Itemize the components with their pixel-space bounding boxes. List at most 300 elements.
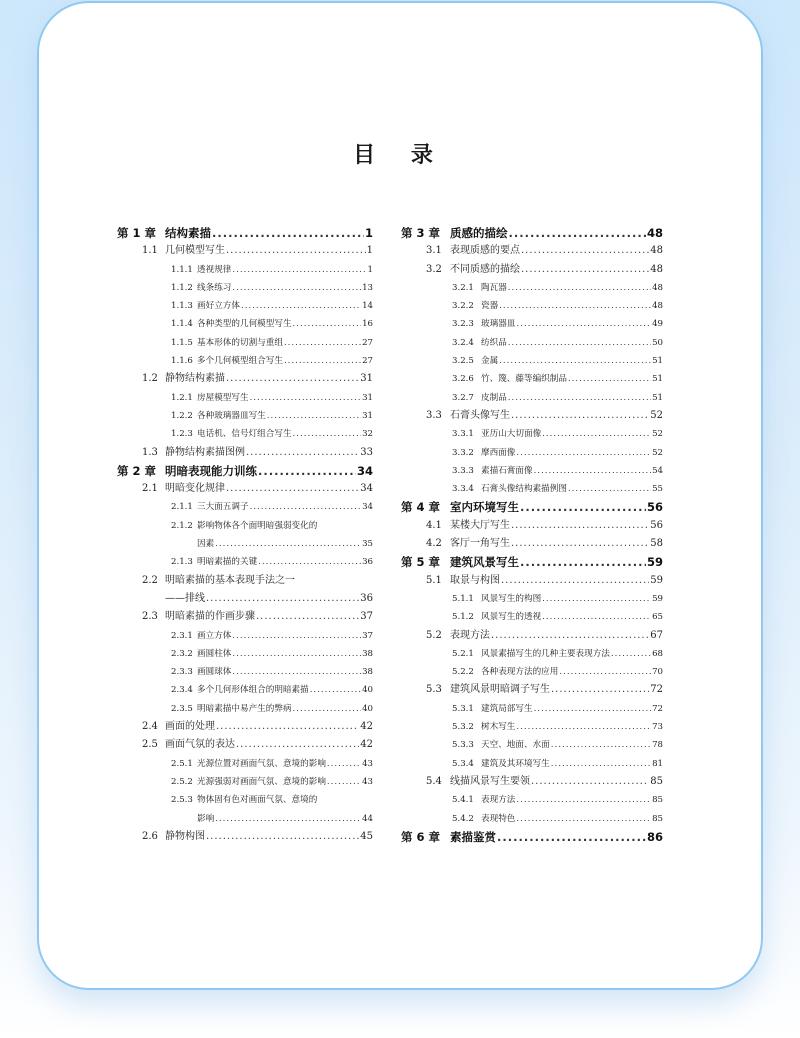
entry-body <box>481 334 663 352</box>
toc-column-left <box>117 224 373 846</box>
entry-number: 2.1.2 <box>171 520 193 531</box>
entry-title: 房屋模型写生 <box>197 392 249 403</box>
dot-leader <box>491 627 649 645</box>
entry-body <box>197 645 373 663</box>
entry-number: 2.5.2 <box>171 776 193 787</box>
entry-page-number: 43 <box>362 758 373 769</box>
toc-subsection-entry[interactable] <box>117 407 373 425</box>
dot-leader <box>534 700 651 718</box>
toc-subsection-entry[interactable] <box>117 261 373 279</box>
entry-title: 建筑及其环境写生 <box>481 758 550 769</box>
toc-subsection-entry[interactable] <box>117 755 373 773</box>
entry-title: 竹、篾、藤等编织制品 <box>481 374 567 385</box>
entry-body <box>197 498 373 516</box>
entry-title: 各种类型的几何模型写生 <box>197 319 292 330</box>
dot-leader <box>232 645 361 663</box>
toc-subsection-entry[interactable] <box>117 352 373 370</box>
entry-page-number: 34 <box>360 483 373 495</box>
entry-title: 建筑风景写生 <box>450 555 519 570</box>
entry-body <box>165 608 373 626</box>
entry-page-number: 27 <box>362 337 373 348</box>
entry-page-number: 86 <box>646 829 663 844</box>
entry-body <box>197 425 373 443</box>
toc-section-entry[interactable] <box>401 407 663 425</box>
entry-page-number: 36 <box>362 557 373 568</box>
entry-number: 3.2.5 <box>452 356 474 367</box>
toc-subsection-entry[interactable] <box>117 663 373 681</box>
dot-leader <box>521 242 649 260</box>
entry-body <box>481 370 663 388</box>
dot-leader <box>226 480 359 498</box>
entry-title: 结构素描 <box>165 226 211 240</box>
entry-number: 2.5.3 <box>171 795 193 806</box>
toc-section-entry[interactable] <box>117 736 373 754</box>
entry-page-number: 48 <box>650 263 663 275</box>
dot-leader <box>511 535 649 553</box>
entry-body <box>481 810 663 828</box>
entry-body <box>197 700 373 718</box>
toc-subsection-entry[interactable] <box>401 645 663 663</box>
toc-column-right <box>401 224 663 846</box>
entry-page-number: 56 <box>650 519 663 531</box>
toc-subsection-entry[interactable] <box>401 352 663 370</box>
entry-title: 静物结构素描 <box>165 373 225 385</box>
entry-number: 3.3 <box>426 409 442 421</box>
entry-number: 2.3.2 <box>171 648 193 659</box>
entry-number: 1.1.6 <box>171 356 193 367</box>
toc-subsection-entry[interactable] <box>117 791 373 809</box>
entry-title: 明暗素描的作画步骤 <box>165 611 255 623</box>
toc-subsection-entry[interactable] <box>117 498 373 516</box>
entry-number: 5.2.1 <box>452 648 474 659</box>
entry-title: 皮制品 <box>481 392 507 403</box>
entry-body <box>197 791 373 809</box>
entry-number: 2.1.3 <box>171 557 193 568</box>
dot-leader <box>284 334 361 352</box>
entry-page-number: 52 <box>652 447 663 458</box>
entry-number: 3.3.2 <box>452 447 474 458</box>
entry-body <box>450 681 663 699</box>
entry-title: 石膏头像结构素描例图 <box>481 484 567 495</box>
dot-leader <box>551 681 649 699</box>
entry-body <box>165 828 373 846</box>
entry-body <box>197 535 373 553</box>
toc-subsection-entry[interactable] <box>401 444 663 462</box>
toc-section-entry[interactable] <box>117 828 373 846</box>
toc-subsection-entry[interactable] <box>117 425 373 443</box>
toc-section-entry[interactable] <box>401 681 663 699</box>
entry-title: 风景写生的构图 <box>481 593 542 604</box>
toc-chapter-entry[interactable] <box>401 828 663 846</box>
toc-subsection-entry[interactable] <box>401 334 663 352</box>
toc-subsection-entry[interactable] <box>401 700 663 718</box>
toc-section-entry[interactable] <box>401 627 663 645</box>
toc-section-entry[interactable] <box>401 261 663 279</box>
entry-number: 5.4.1 <box>452 795 474 806</box>
entry-number: 3.2.6 <box>452 374 474 385</box>
entry-body <box>450 535 663 553</box>
toc-section-entry[interactable] <box>117 444 373 462</box>
dot-leader <box>327 755 361 773</box>
entry-title: 树木写生 <box>481 722 516 733</box>
toc-section-entry[interactable] <box>401 242 663 260</box>
entry-body <box>197 773 373 791</box>
toc-subsection-entry[interactable] <box>401 315 663 333</box>
dot-leader <box>206 828 359 846</box>
entry-title: 多个几何模型组合写生 <box>197 356 283 367</box>
toc-subsection-entry[interactable] <box>401 608 663 626</box>
dot-leader <box>516 810 651 828</box>
entry-body <box>165 736 373 754</box>
entry-number: 2.3.5 <box>171 703 193 714</box>
dot-leader <box>508 334 651 352</box>
entry-body <box>450 553 663 571</box>
toc-subsection-entry[interactable] <box>117 315 373 333</box>
entry-body <box>481 608 663 626</box>
entry-body <box>197 407 373 425</box>
entry-page-number: 54 <box>652 465 663 476</box>
entry-title: 建筑风景明暗调子写生 <box>450 684 550 696</box>
entry-page-number: 37 <box>360 611 373 623</box>
dot-leader <box>511 517 649 535</box>
entry-title: 室内环境写生 <box>450 500 519 515</box>
entry-body <box>481 315 663 333</box>
dot-leader <box>212 224 364 242</box>
toc-subsection-entry[interactable] <box>117 535 373 553</box>
toc-chapter-entry[interactable] <box>117 224 373 242</box>
entry-number: 5.2 <box>426 629 442 641</box>
entry-page-number: 72 <box>652 703 663 714</box>
entry-title: 基本形体的切割与重组 <box>197 337 283 348</box>
entry-page-number: 37 <box>362 630 373 641</box>
entry-number: 2.1 <box>142 483 158 495</box>
dot-leader <box>497 828 646 846</box>
entry-page-number: 48 <box>652 301 663 312</box>
dot-leader <box>516 444 651 462</box>
entry-body <box>165 462 373 480</box>
entry-number: 1.1.2 <box>171 282 193 293</box>
toc-subsection-entry[interactable] <box>117 773 373 791</box>
dot-leader <box>516 791 651 809</box>
entry-page-number: 48 <box>652 282 663 293</box>
dot-leader <box>258 553 361 571</box>
entry-number: 第 2 章 <box>117 463 157 478</box>
toc-subsection-entry[interactable] <box>117 645 373 663</box>
entry-body <box>197 279 373 297</box>
entry-title: 线条练习 <box>197 282 232 293</box>
toc-subsection-entry[interactable] <box>401 590 663 608</box>
toc-chapter-entry[interactable] <box>401 224 663 242</box>
toc-chapter-entry[interactable] <box>117 462 373 480</box>
toc-subsection-entry[interactable] <box>401 425 663 443</box>
dot-leader <box>232 663 361 681</box>
dot-leader <box>511 407 649 425</box>
toc-subsection-entry[interactable] <box>401 279 663 297</box>
dot-leader <box>206 590 359 608</box>
dot-leader <box>509 224 646 242</box>
entry-title: 亚历山大切面像 <box>481 429 542 440</box>
entry-number: 5.1 <box>426 574 442 586</box>
toc-subsection-entry[interactable] <box>401 389 663 407</box>
entry-page-number: 59 <box>646 555 663 570</box>
entry-body <box>450 828 663 846</box>
entry-title: ——排线 <box>165 592 205 604</box>
entry-page-number: 32 <box>362 429 373 440</box>
entry-number: 4.2 <box>426 538 442 550</box>
entry-page-number: 31 <box>360 373 373 385</box>
dot-leader <box>516 315 651 333</box>
entry-number: 2.3.1 <box>171 630 193 641</box>
entry-title: 瓷器 <box>481 301 499 312</box>
dot-leader <box>226 370 359 388</box>
toc-section-entry[interactable] <box>117 370 373 388</box>
toc-subsection-entry[interactable] <box>401 370 663 388</box>
toc-subsection-entry[interactable] <box>401 736 663 754</box>
entry-number: 5.4.2 <box>452 813 474 824</box>
dot-leader <box>293 315 362 333</box>
entry-number: 5.2.2 <box>452 667 474 678</box>
dot-leader <box>215 810 361 828</box>
toc-subsection-entry[interactable] <box>401 480 663 498</box>
entry-number: 第 3 章 <box>401 226 441 240</box>
entry-body <box>450 242 663 260</box>
toc-subsection-entry[interactable] <box>401 718 663 736</box>
entry-page-number: 56 <box>646 500 663 515</box>
entry-body <box>481 444 663 462</box>
entry-title: 建筑局部写生 <box>481 703 533 714</box>
entry-title: 陶瓦器 <box>481 282 507 293</box>
entry-number: 5.3 <box>426 684 442 696</box>
entry-body <box>197 553 373 571</box>
entry-page-number: 81 <box>652 758 663 769</box>
dot-leader <box>284 352 361 370</box>
entry-title: 线描风景写生要领 <box>450 775 530 787</box>
dot-leader <box>215 535 361 553</box>
entry-page-number: 51 <box>652 374 663 385</box>
entry-body <box>481 389 663 407</box>
dot-leader <box>232 627 361 645</box>
entry-body <box>481 462 663 480</box>
toc-subsection-entry[interactable] <box>401 791 663 809</box>
toc-section-entry[interactable] <box>401 572 663 590</box>
dot-leader <box>327 773 361 791</box>
entry-title: 不同质感的描绘 <box>450 263 520 275</box>
entry-title: 画圆球体 <box>197 667 232 678</box>
entry-title: 明暗素描的关键 <box>197 557 258 568</box>
entry-title: 静物结构素描图例 <box>165 446 245 458</box>
entry-title: 风景素描写生的几种主要表现方法 <box>481 648 610 659</box>
entry-body <box>197 755 373 773</box>
entry-title: 画好立方体 <box>197 301 240 312</box>
entry-title: 表现方法 <box>481 795 516 806</box>
entry-page-number: 85 <box>652 813 663 824</box>
entry-title: 画圆柱体 <box>197 648 232 659</box>
entry-title: 表现特色 <box>481 813 516 824</box>
entry-title: 明暗素描的基本表现手法之一 <box>165 574 295 586</box>
entry-number: 1.1.3 <box>171 301 193 312</box>
entry-title: 透视规律 <box>197 264 232 275</box>
entry-page-number: 27 <box>362 356 373 367</box>
dot-leader <box>531 773 649 791</box>
entry-body <box>450 407 663 425</box>
entry-body <box>481 645 663 663</box>
entry-page-number: 36 <box>360 592 373 604</box>
toc-chapter-entry[interactable] <box>401 498 663 516</box>
entry-number: 5.3.1 <box>452 703 474 714</box>
entry-title: 明暗素描中易产生的弊病 <box>197 703 292 714</box>
entry-number: 1.2.1 <box>171 392 193 403</box>
entry-title: 天空、地面、水面 <box>481 740 550 751</box>
entry-page-number: 58 <box>650 538 663 550</box>
entry-title: 画面气氛的表达 <box>165 739 235 751</box>
entry-title: 光源强弱对画面气氛、意境的影响 <box>197 776 326 787</box>
toc-subsection-entry[interactable] <box>117 700 373 718</box>
toc-chapter-entry[interactable] <box>401 553 663 571</box>
dot-leader <box>216 718 359 736</box>
toc-section-entry[interactable] <box>117 590 373 608</box>
toc-section-entry[interactable] <box>117 608 373 626</box>
entry-body <box>197 261 373 279</box>
entry-body <box>197 810 373 828</box>
entry-page-number: 50 <box>652 337 663 348</box>
entry-page-number: 1 <box>364 226 373 240</box>
entry-page-number: 59 <box>650 574 663 586</box>
entry-page-number: 73 <box>652 722 663 733</box>
entry-body <box>481 590 663 608</box>
entry-page-number: 34 <box>362 502 373 513</box>
toc-section-entry[interactable] <box>117 480 373 498</box>
entry-page-number: 1 <box>366 245 373 257</box>
dot-leader <box>226 242 366 260</box>
toc-subsection-entry[interactable] <box>117 297 373 315</box>
toc-subsection-entry[interactable] <box>401 462 663 480</box>
entry-body <box>450 773 663 791</box>
entry-page-number: 67 <box>650 629 663 641</box>
entry-title: 玻璃器皿 <box>481 319 516 330</box>
toc-section-entry[interactable] <box>117 572 373 590</box>
entry-title: 画立方体 <box>197 630 232 641</box>
toc-subsection-entry[interactable] <box>117 681 373 699</box>
dot-leader <box>516 718 651 736</box>
dot-leader <box>551 755 651 773</box>
entry-page-number: 34 <box>356 463 373 478</box>
dot-leader <box>499 352 651 370</box>
entry-title: 取景与构图 <box>450 574 500 586</box>
entry-title: 画面的处理 <box>165 721 215 733</box>
entry-page-number: 14 <box>362 301 373 312</box>
entry-page-number: 49 <box>652 319 663 330</box>
entry-body <box>165 480 373 498</box>
entry-page-number: 1 <box>367 264 373 275</box>
entry-page-number: 44 <box>362 813 373 824</box>
entry-title: 光源位置对画面气氛、意境的影响 <box>197 758 326 769</box>
toc-subsection-entry[interactable] <box>117 810 373 828</box>
entry-body <box>481 755 663 773</box>
toc-subsection-entry[interactable] <box>117 279 373 297</box>
entry-number: 3.2.7 <box>452 392 474 403</box>
dot-leader <box>232 261 366 279</box>
entry-title: 静物构图 <box>165 830 205 842</box>
dot-leader <box>542 590 651 608</box>
toc-section-entry[interactable] <box>117 718 373 736</box>
dot-leader <box>241 297 361 315</box>
entry-number: 3.2.3 <box>452 319 474 330</box>
dot-leader <box>267 407 361 425</box>
entry-body <box>165 224 373 242</box>
dot-leader <box>521 261 649 279</box>
entry-body <box>450 627 663 645</box>
toc-subsection-entry[interactable] <box>401 755 663 773</box>
entry-number: 5.3.2 <box>452 722 474 733</box>
entry-number: 5.1.2 <box>452 612 474 623</box>
entry-title: 风景写生的透视 <box>481 612 542 623</box>
dot-leader <box>250 498 361 516</box>
entry-title: 各种表现方法的应用 <box>481 667 559 678</box>
entry-title: 素描石膏面像 <box>481 465 533 476</box>
entry-page-number: 48 <box>646 226 663 240</box>
entry-page-number: 40 <box>362 685 373 696</box>
dot-leader <box>542 425 651 443</box>
entry-body <box>165 370 373 388</box>
entry-page-number: 40 <box>362 703 373 714</box>
entry-page-number: 16 <box>362 319 373 330</box>
entry-number: 第 1 章 <box>117 226 157 240</box>
toc-section-entry[interactable] <box>401 535 663 553</box>
entry-page-number: 55 <box>652 484 663 495</box>
entry-page-number: 78 <box>652 740 663 751</box>
entry-number: 5.4 <box>426 775 442 787</box>
toc-section-entry[interactable] <box>401 773 663 791</box>
entry-number: 2.2 <box>142 574 158 586</box>
toc-subsection-entry[interactable] <box>117 389 373 407</box>
entry-number: 第 5 章 <box>401 555 441 570</box>
entry-title: 明暗表现能力训练 <box>165 463 257 478</box>
entry-number: 2.3.3 <box>171 667 193 678</box>
toc-subsection-entry[interactable] <box>117 334 373 352</box>
entry-number: 1.1 <box>142 245 158 257</box>
toc-subsection-entry[interactable] <box>401 297 663 315</box>
entry-number: 2.1.1 <box>171 502 193 513</box>
toc-section-entry[interactable] <box>117 242 373 260</box>
entry-page-number: 33 <box>360 446 373 458</box>
toc-subsection-entry[interactable] <box>117 517 373 535</box>
entry-title: 纺织品 <box>481 337 507 348</box>
dot-leader <box>508 279 651 297</box>
entry-number: 3.3.3 <box>452 465 474 476</box>
toc-section-entry[interactable] <box>401 517 663 535</box>
entry-body <box>481 736 663 754</box>
toc-subsection-entry[interactable] <box>401 663 663 681</box>
entry-title: 明暗变化规律 <box>165 483 225 495</box>
dot-leader <box>246 444 359 462</box>
entry-page-number: 68 <box>652 648 663 659</box>
entry-number: 3.3.1 <box>452 429 474 440</box>
toc-subsection-entry[interactable] <box>117 627 373 645</box>
toc-subsection-entry[interactable] <box>117 553 373 571</box>
entry-page-number: 85 <box>650 775 663 787</box>
toc-subsection-entry[interactable] <box>401 810 663 828</box>
entry-body <box>165 718 373 736</box>
entry-number: 2.5 <box>142 739 158 751</box>
entry-body <box>450 498 663 516</box>
entry-body <box>165 444 373 462</box>
entry-body <box>450 572 663 590</box>
dot-leader <box>258 462 356 480</box>
entry-page-number: 42 <box>360 721 373 733</box>
entry-page-number: 38 <box>362 648 373 659</box>
entry-body <box>197 663 373 681</box>
entry-title: 客厅一角写生 <box>450 538 510 550</box>
